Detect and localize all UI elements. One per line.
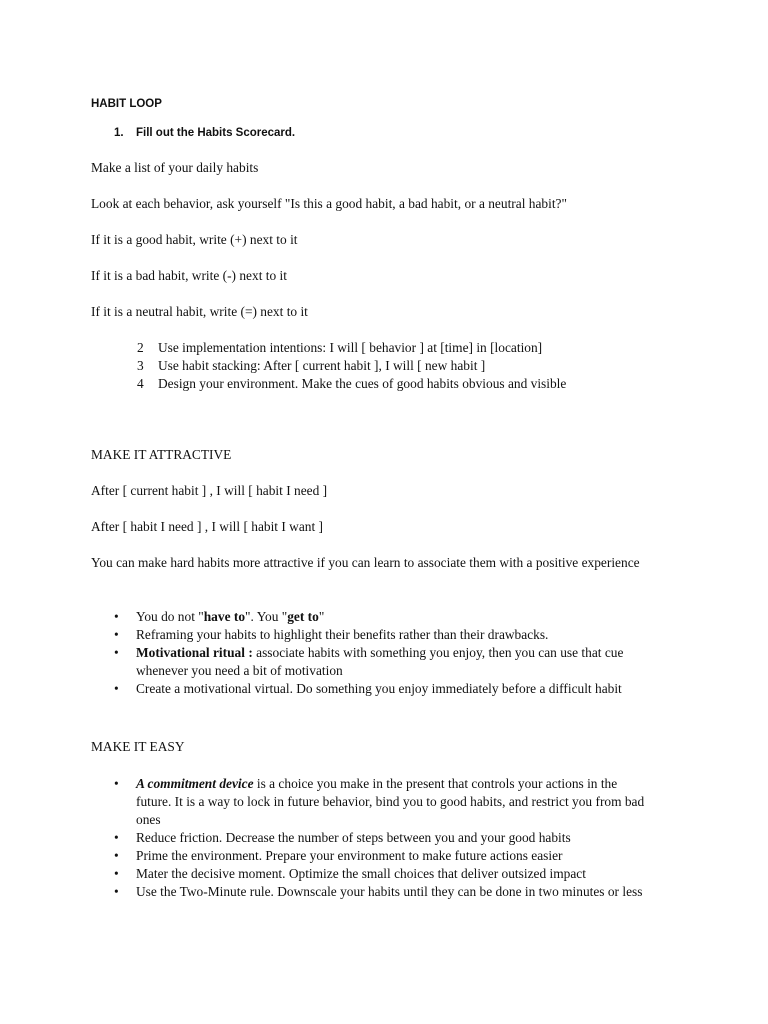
bullet-icon: • <box>114 609 119 624</box>
bullet-icon: • <box>114 681 119 696</box>
list-item <box>91 883 651 901</box>
step-number: 4 <box>137 376 144 391</box>
list-item <box>91 626 651 644</box>
bullet-text: Reframing your habits to highlight their benefits rather than their drawbacks. <box>136 627 549 642</box>
bold-text: get to <box>287 609 319 624</box>
paragraph-look-at-behavior: Look at each behavior, ask yourself "Is this a good habit, a bad habit, or a neutral habit?" <box>91 196 567 211</box>
bullet-text: Create a motivational virtual. Do something you enjoy immediately before a difficult habit <box>136 681 622 696</box>
make-it-attractive-heading: MAKE IT ATTRACTIVE <box>91 447 232 462</box>
bold-text: Motivational ritual : <box>136 645 253 660</box>
step-number: 2 <box>137 340 144 355</box>
step-text: Use implementation intentions: I will [ behavior ] at [time] in [location] <box>158 340 543 355</box>
attractive-line-1: After [ current habit ] , I will [ habit I need ] <box>91 483 328 498</box>
step-1-label: Fill out the Habits Scorecard. <box>136 127 296 139</box>
paragraph-daily-habits: Make a list of your daily habits <box>91 160 259 175</box>
step-text: Design your environment. Make the cues of good habits obvious and visible <box>158 376 567 391</box>
bold-text: have to <box>203 609 246 624</box>
list-item <box>91 680 651 698</box>
bullet-text <box>136 645 623 678</box>
bullet-text: Mater the decisive moment. Optimize the small choices that deliver outsized impact <box>136 866 586 881</box>
list-item <box>91 865 651 883</box>
bullet-icon: • <box>114 830 119 845</box>
attractive-bullet-list <box>91 608 651 698</box>
bullet-icon: • <box>114 645 119 660</box>
attractive-intro: You can make hard habits more attractive if you can learn to associate them with a positive experience <box>91 555 640 570</box>
text-segment: ". You " <box>245 609 288 624</box>
numbered-steps-list <box>137 339 697 395</box>
text-segment: " <box>318 609 325 624</box>
bullet-text: Reduce friction. Decrease the number of steps between you and your good habits <box>136 830 571 845</box>
bullet-icon: • <box>114 884 119 899</box>
text-segment: You do not " <box>136 609 204 624</box>
bullet-text <box>136 609 324 624</box>
bullet-icon: • <box>114 776 119 791</box>
list-item <box>91 847 651 865</box>
step-1-number: 1. <box>114 127 124 139</box>
list-item <box>91 644 651 680</box>
bullet-text: Prime the environment. Prepare your environment to make future actions easier <box>136 848 563 863</box>
bullet-icon: • <box>114 866 119 881</box>
habit-loop-heading: HABIT LOOP <box>91 98 162 110</box>
bullet-text: Use the Two-Minute rule. Downscale your habits until they can be done in two minutes or less <box>136 884 643 899</box>
bullet-icon: • <box>114 848 119 863</box>
text-segment: is a choice you make in the present that controls your actions in the future. It is a way to lock in future behavior, bind you to good habits, and restrict you from bad ones <box>136 776 645 827</box>
list-item <box>91 608 651 626</box>
attractive-line-2: After [ habit I need ] , I will [ habit I want ] <box>91 519 324 534</box>
paragraph-neutral-habit: If it is a neutral habit, write (=) next to it <box>91 304 308 319</box>
list-item <box>91 775 651 829</box>
easy-bullet-list <box>91 775 651 901</box>
list-item <box>91 829 651 847</box>
bullet-icon: • <box>114 627 119 642</box>
paragraph-good-habit: If it is a good habit, write (+) next to it <box>91 232 298 247</box>
bold-italic-text: A commitment device <box>136 776 254 791</box>
paragraph-bad-habit: If it is a bad habit, write (-) next to it <box>91 268 287 283</box>
text-segment: associate habits with something you enjoy, then you can use that cue whenever you need a bit of motivation <box>136 645 624 678</box>
make-it-easy-heading: MAKE IT EASY <box>91 739 185 754</box>
bullet-text <box>136 776 644 827</box>
step-number: 3 <box>137 358 144 373</box>
step-text: Use habit stacking: After [ current habit ], I will [ new habit ] <box>158 358 486 373</box>
